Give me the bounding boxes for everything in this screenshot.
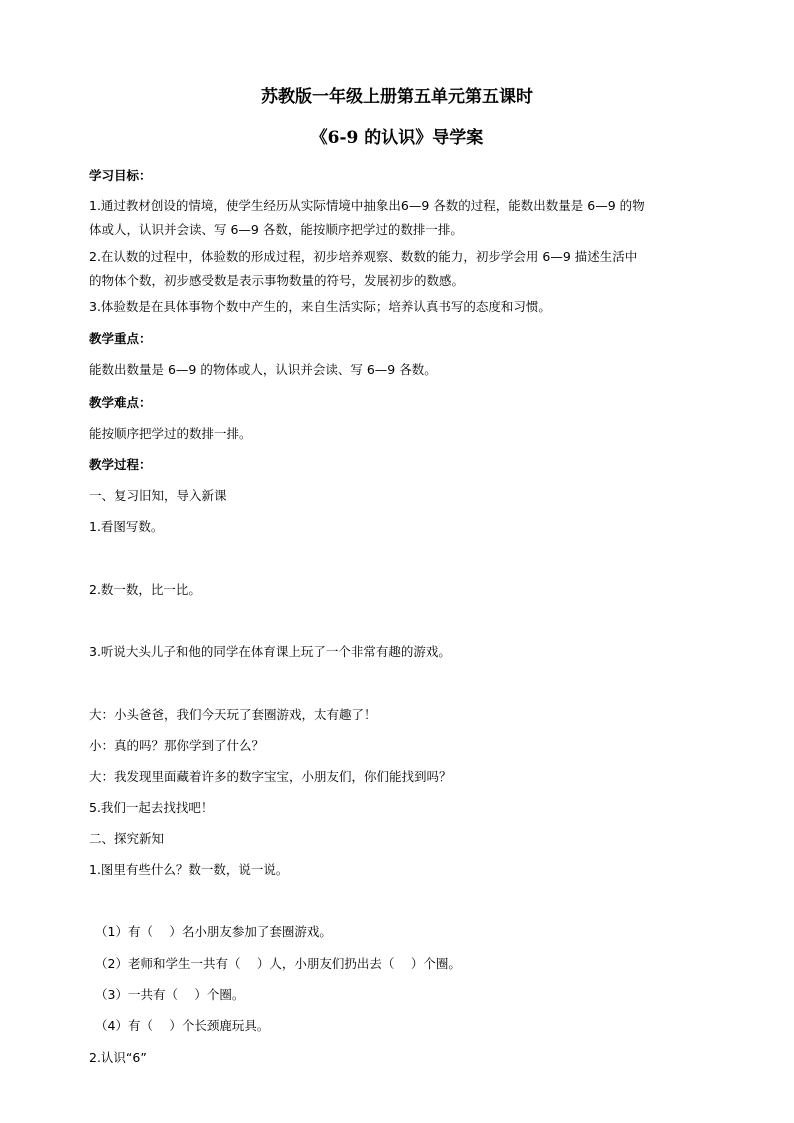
question-1: （1）有（ ）名小朋友参加了套圈游戏。 <box>95 924 332 939</box>
part-1-heading: 一、复习旧知，导入新课 <box>89 488 227 503</box>
process-heading: 教学过程： <box>89 457 152 472</box>
dialog-line-1: 大：小头爸爸，我们今天玩了套圈游戏，太有趣了！ <box>89 707 377 722</box>
document-title: 苏教版一年级上册第五单元第五课时 <box>261 87 533 107</box>
part-2-step-1: 1.图里有些什么？数一数，说一说。 <box>89 862 289 877</box>
question-4: （4）有（ ）个长颈鹿玩具。 <box>95 1018 270 1033</box>
difficulties-heading: 教学难点： <box>89 395 152 410</box>
goal-2-line-2: 的物体个数，初步感受数是表示事物数量的符号，发展初步的数感。 <box>89 273 465 288</box>
document-subtitle: 《6-9 的认识》导学案 <box>310 128 484 148</box>
key-points-text: 能数出数量是 6—9 的物体或人，认识并会读、写 6—9 各数。 <box>89 362 437 377</box>
question-2: （2）老师和学生一共有（ ）人，小朋友们扔出去（ ）个圈。 <box>95 956 461 971</box>
part-1-step-5: 5.我们一起去找找吧！ <box>89 800 214 815</box>
learning-goals-heading: 学习目标： <box>89 168 152 183</box>
dialog-line-3: 大：我发现里面藏着许多的数字宝宝，小朋友们，你们能找到吗？ <box>89 769 452 784</box>
part-1-step-3: 3.听说大头儿子和他的同学在体育课上玩了一个非常有趣的游戏。 <box>89 644 451 659</box>
question-3: （3）一共有（ ）个圈。 <box>95 987 245 1002</box>
goal-1-line-1: 1.通过教材创设的情境，使学生经历从实际情境中抽象出6—9 各数的过程，能数出数量是 6—9 的物 <box>89 198 645 213</box>
difficulties-text: 能按顺序把学过的数排一排。 <box>89 426 252 441</box>
goal-3: 3.体验数是在具体事物个数中产生的，来自生活实际；培养认真书写的态度和习惯。 <box>89 299 551 314</box>
part-2-step-2: 2.认识“6” <box>89 1050 147 1065</box>
part-1-step-1: 1.看图写数。 <box>89 519 164 534</box>
goal-2-line-1: 2.在认数的过程中，体验数的形成过程，初步培养观察、数数的能力，初步学会用 6—9 描述生活中 <box>89 249 638 264</box>
key-points-heading: 教学重点： <box>89 331 152 346</box>
goal-1-line-2: 体或人，认识并会读、写 6—9 各数，能按顺序把学过的数排一排。 <box>89 222 463 237</box>
dialog-line-2: 小：真的吗？那你学到了什么？ <box>89 738 265 753</box>
part-2-heading: 二、探究新知 <box>89 831 165 846</box>
part-1-step-2: 2.数一数，比一比。 <box>89 582 201 597</box>
